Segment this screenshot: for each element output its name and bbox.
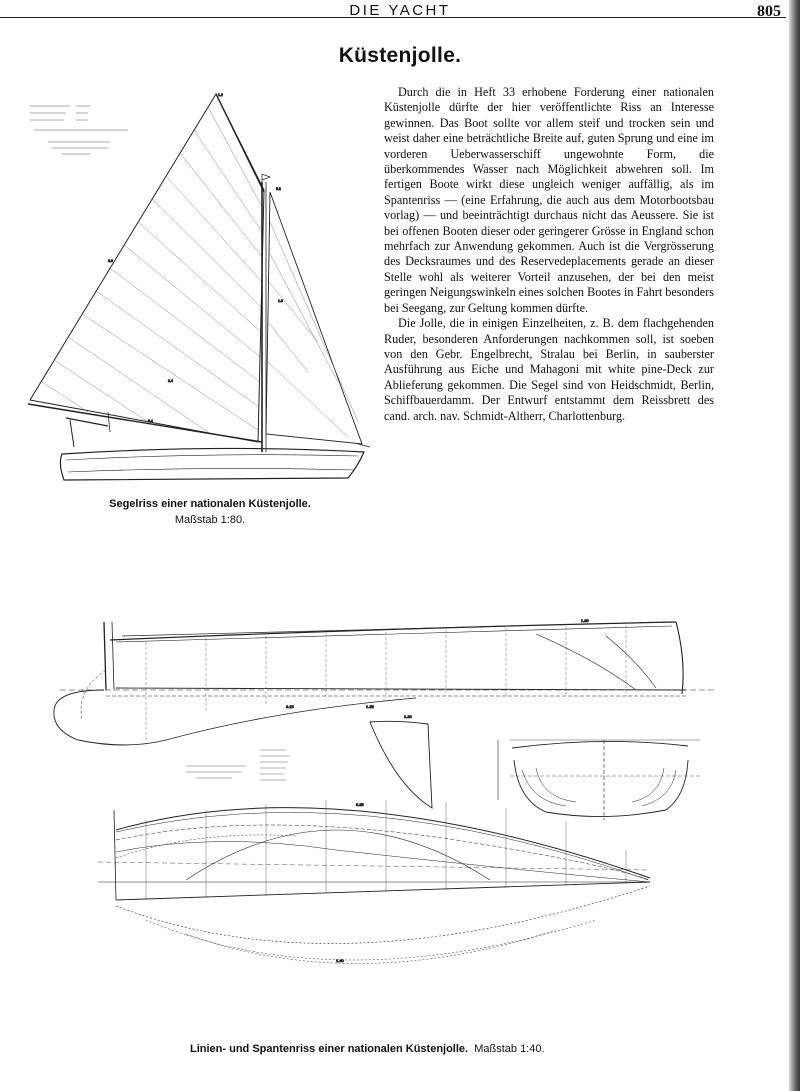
sail-data-notes — [30, 106, 128, 154]
article-paragraph-1: Durch die in Heft 33 erhobene Forderung einer nationalen Küstenjolle dürfte der hier veröffentlichte Riss an Interesse gewinnen. Das Boot sollte vor allem steif und trocken sein und weist daher eine beträchtliche Breite auf, guten Sprung und eine im vorderen Ueberwasserschiff ungewohnte Form, die überkommendes Wasser nach Möglichkeit abwehren soll. Im fertigen Boote wirkt diese ungleich weniger auffällig, als im Spantenriss — (eine Erfahrung, die auch aus dem Motorbootsbau vorlag) — und beeinträchtigt durchaus nicht das Aeussere. Sie ist bei offenen Booten dieser oder geringerer Grösse in England schon mehrfach zur Anwendung gekommen. Auch ist die Vergrösserung des Decksraumes und des Reservedeplacements gerade an dieser Stelle wohl als weiterer Vorteil anzusehen, der bei den meist geringen Neigungswinkeln eines solchen Bootes in Fahrt besonders bei Seegang, zur Geltung kommen dürfte. — [384, 85, 715, 315]
header-rule — [0, 17, 786, 18]
gaff — [216, 94, 264, 192]
mainsail — [30, 94, 264, 442]
page-spine-shadow — [789, 0, 800, 1091]
svg-text:3.6: 3.6 — [108, 259, 113, 263]
article-paragraph-2: Die Jolle, die in einigen Einzelheiten, z. B. dem flachgehenden Ruder, besonderen Anforderungen nachkommen soll, ist soeben von den Gebr. Engelbrecht, Stralau bei Berlin, in sauberster Ausführung aus Eiche und Mahagoni mit white pine-Deck zur Ablieferung gekommen. Die Segel sind von Heidschmidt, Berlin, Schiffbauerdamm. Der Entwurf entstammt dem Reissbrett des cand. arch. nav. Schmidt-Altherr, Charlottenburg. — [384, 316, 714, 423]
profile-view — [54, 618, 716, 808]
svg-text:1.8: 1.8 — [278, 299, 283, 303]
sail-plan-drawing — [18, 82, 378, 492]
svg-text:1.30: 1.30 — [404, 714, 412, 719]
svg-text:8.4: 8.4 — [148, 419, 153, 423]
svg-text:3.15: 3.15 — [286, 704, 294, 709]
design-notes — [186, 750, 290, 780]
lines-plan-scale: Maßstab 1:40. — [474, 1043, 545, 1055]
article-body — [384, 85, 714, 424]
centerboard — [370, 721, 432, 808]
svg-text:1.80: 1.80 — [581, 618, 589, 623]
headsail — [266, 192, 362, 444]
article-title: Küstenjolle. — [338, 44, 462, 67]
svg-text:1.2: 1.2 — [218, 93, 223, 97]
page-number: 805 — [757, 3, 781, 20]
lines-plan-caption — [190, 1043, 545, 1055]
svg-text:1.25: 1.25 — [366, 704, 374, 709]
svg-text:5.85: 5.85 — [356, 802, 364, 807]
lines-plan-drawing — [36, 600, 726, 1030]
svg-text:1.40: 1.40 — [336, 958, 344, 963]
svg-text:5.8: 5.8 — [276, 187, 281, 191]
lines-plan-caption-text: Linien- und Spantenriss einer nationalen Küstenjolle. — [190, 1043, 469, 1055]
half-breadth-plan — [98, 800, 650, 964]
sail-plan-scale: Maßstab 1:80. — [174, 514, 246, 526]
sail-plan-caption: Segelriss einer nationalen Küstenjolle. — [109, 498, 311, 510]
svg-text:2.4: 2.4 — [168, 379, 173, 383]
running-title: DIE YACHT — [349, 2, 451, 19]
body-plan — [498, 740, 700, 820]
hull-profile — [60, 448, 364, 480]
